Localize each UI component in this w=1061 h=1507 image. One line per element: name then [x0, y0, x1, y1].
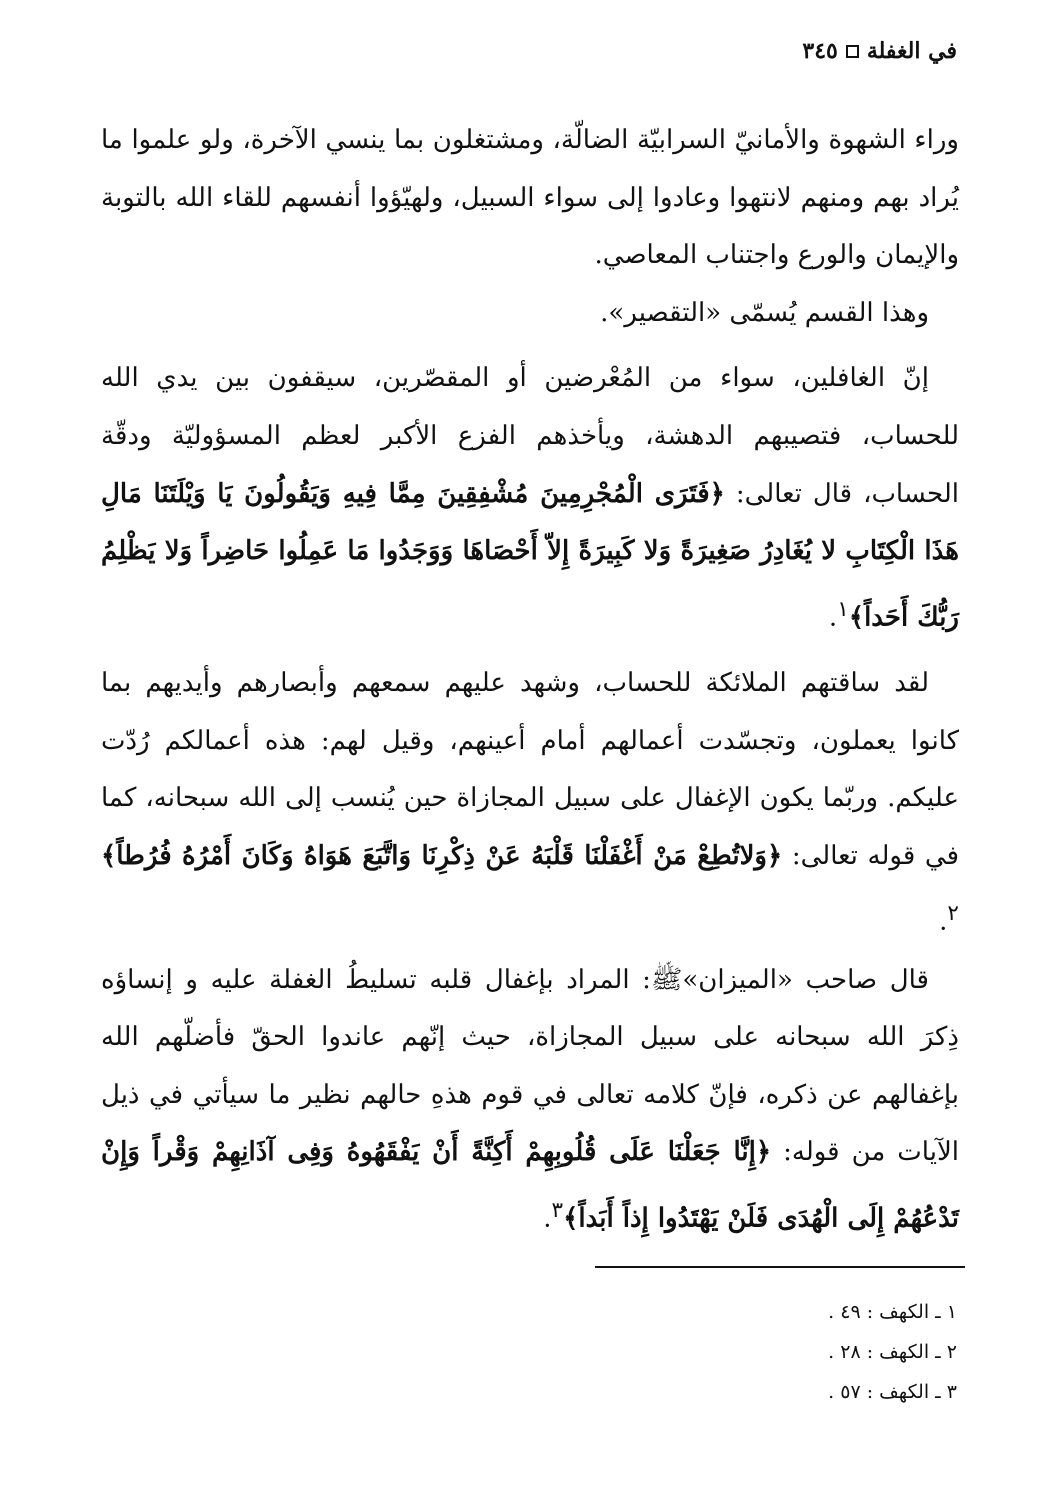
footnote-divider — [595, 1266, 965, 1268]
chapter-title: في الغفلة — [866, 38, 957, 64]
paragraph-2: وهذا القسم يُسمّى «التقصير». — [600, 297, 929, 328]
quran-verse-3: ﴿إِنَّا جَعَلْنَا عَلَى قُلُوبِهِمْ أَكِنَّةً أَنْ يَفْقَهُوهُ وَفِى آذَانِهِمْ وَقْراً وَإِنْ تَدْعُهُمْ إِلَى الْهُدَى فَلَنْ يَهْتَدُوا إِذاً أَبَداً﴾ — [101, 1137, 959, 1234]
quran-verse-2: ﴿وَلاتُطِعْ مَنْ أَغْفَلْنَا قَلْبَهُ عَنْ ذِكْرِنَا وَاتَّبَعَ هَوَاهُ وَكَانَ أَمْرُهُ فُرُطاً﴾ — [101, 840, 783, 871]
quran-verse-1: ﴿فَتَرَى الْمُجْرِمِينَ مُشْفِقِينَ مِمَّا فِيهِ وَيَقُولُونَ يَا وَيْلَتَنَا مَالِ هَذَا الْكِتَابِ لا يُغَادِرُ صَغِيرَةً وَلا كَبِيرَةً إِلاّ أَحْصَاهَا وَوَجَدُوا مَا عَمِلُوا حَاضِراً وَلا يَظْلِمُ رَبُّكَ أَحَداً﴾ — [101, 478, 959, 633]
footnote-2: ٢ ـ الكهف : ٢٨ . — [828, 1341, 957, 1363]
footnote-1: ١ ـ الكهف : ٤٩ . — [828, 1301, 957, 1323]
paragraph-5-end: . — [543, 1203, 552, 1234]
paragraph-3-end: . — [828, 602, 838, 633]
footnote-ref-2: ٢ — [947, 901, 959, 927]
footnote-3: ٣ ـ الكهف : ٥٧ . — [828, 1381, 957, 1403]
footnotes — [457, 1292, 957, 1412]
paragraph-3 — [101, 350, 959, 647]
footnote-ref-1: ١ — [837, 596, 849, 622]
paragraph-5 — [101, 952, 959, 1249]
body-text — [101, 112, 959, 1248]
page-number: ٣٤٥ — [802, 38, 838, 64]
paragraph-5-text: قال صاحب «الميزان»ﷺ: المراد بإغفال قلبه تسليطُ الغفلة عليه و إنساؤه ذِكرَ الله سبحانه على سبيل المجازاة، حيث إنّهم عاندوا الحقّ فأضلّهم الله بإغفالهم عن ذكره، فإنّ كلامه تعالى في قوم هذهِ حالهم نظير ما سيأتي في ذيل الآيات من قوله: — [101, 964, 959, 1168]
paragraph-4-text: لقد ساقتهم الملائكة للحساب، وشهد عليهم سمعهم وأبصارهم وأيديهم بما كانوا يعملون، وتجسّدت أعمالهم أمام أعينهم، وقيل لهم: هذه أعمالكم رُدّت عليكم. وربّما يكون الإغفال على سبيل المجازاة حين يُنسب إلى الله سبحانه، كما في قوله تعالى: — [101, 668, 959, 871]
paragraph-4 — [101, 655, 959, 952]
paragraph-3-text: إنّ الغافلين، سواء من المُعْرضين أو المقصّرين، سيقفون بين يدي الله للحساب، فتصيبهم الدهشة، ويأخذهم الفزع الأكبر لعظم المسؤوليّة ودقّة الحساب، قال تعالى: — [101, 363, 959, 509]
paragraph-1: وراء الشهوة والأمانيّ السرابيّة الضالّة، ومشتغلون بما ينسي الآخرة، ولو علموا ما يُراد بهم ومنهم لانتهوا وعادوا إلى سواء السبيل، ولهيّؤوا أنفسهم للقاء الله بالتوبة والإيمان والورع واجتناب المعاصي. — [101, 125, 959, 271]
running-head — [802, 38, 957, 64]
paragraph-4-end: . — [939, 907, 948, 938]
square-separator-icon — [846, 45, 859, 58]
footnote-ref-3: ٣ — [551, 1198, 564, 1223]
